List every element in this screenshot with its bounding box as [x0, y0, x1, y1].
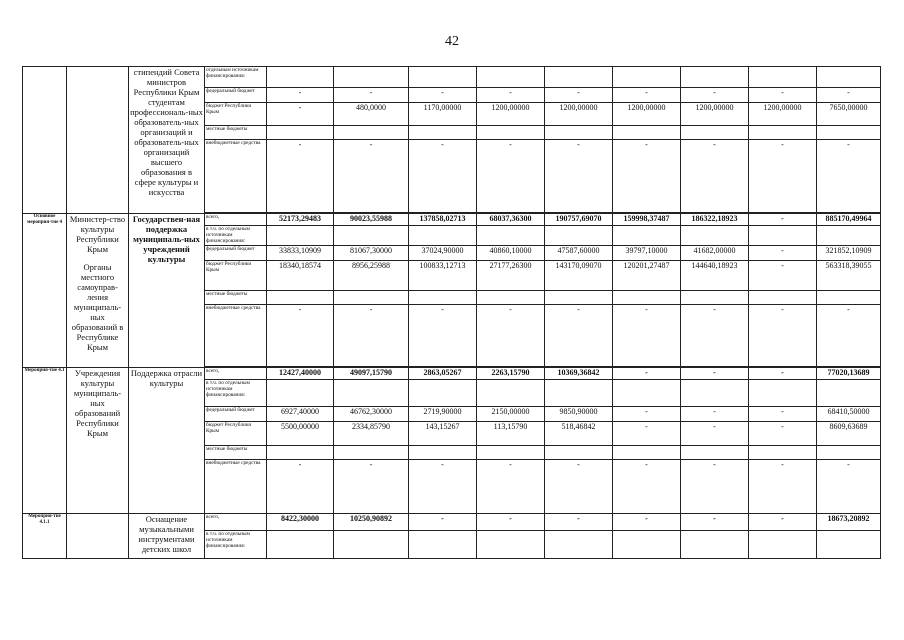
value-cell: 321852,10909: [817, 246, 881, 261]
value-cell: -: [749, 246, 817, 261]
value-cell: -: [681, 140, 749, 213]
value-cell: -: [409, 460, 477, 514]
source-label: всего,: [205, 514, 267, 531]
executor-cell: [67, 67, 129, 214]
executor: Учреждения культуры муниципаль-ных образований Республики Крым: [67, 368, 129, 514]
value-cell: 2263,15790: [477, 368, 545, 380]
value-cell: -: [334, 460, 409, 514]
value-cell: 68037,36300: [477, 214, 545, 226]
value-cell: -: [613, 305, 681, 367]
value-cell: 143,15267: [409, 422, 477, 446]
value-cell: -: [749, 261, 817, 291]
source-label: в т.ч. по отдельным источникам финансирования:: [205, 380, 267, 407]
executor-local-government: Органы местного самоуправ-ления муниципаль-ных образований в Республике Крым: [71, 262, 124, 352]
value-cell: 6927,40000: [267, 407, 334, 422]
value-cell: -: [681, 88, 749, 103]
source-label: местные бюджеты: [205, 291, 267, 305]
value-cell: 90023,55988: [334, 214, 409, 226]
value-cell: -: [334, 140, 409, 213]
value-cell: 563318,39055: [817, 261, 881, 291]
value-cell: -: [545, 88, 613, 103]
executor-cell: [67, 214, 129, 368]
table-row: [23, 214, 881, 226]
value-cell: -: [613, 407, 681, 422]
value-cell: -: [817, 305, 881, 367]
value-cell: 77020,13689: [817, 368, 881, 380]
executor-cell: [67, 514, 129, 559]
value-cell: 10250,90892: [334, 514, 409, 531]
activity-number: Основное мероприя-тие 4: [23, 214, 67, 368]
value-cell: 1200,00000: [477, 103, 545, 126]
value-cell: -: [545, 460, 613, 514]
value-cell: -: [749, 422, 817, 446]
value-cell: -: [409, 514, 477, 531]
value-cell: 186322,18923: [681, 214, 749, 226]
value-cell: -: [334, 305, 409, 367]
value-cell: -: [477, 88, 545, 103]
value-cell: 480,0000: [334, 103, 409, 126]
value-cell: -: [267, 305, 334, 367]
value-cell: 190757,69070: [545, 214, 613, 226]
value-cell: -: [409, 305, 477, 367]
value-cell: 1170,00000: [409, 103, 477, 126]
activity-name: Государствен-ная поддержка муниципаль-ных учреждений культуры: [129, 214, 205, 368]
value-cell: 885170,49964: [817, 214, 881, 226]
value-cell: -: [681, 368, 749, 380]
value-cell: 1200,00000: [545, 103, 613, 126]
value-cell: -: [817, 140, 881, 213]
source-label: федеральный бюджет: [205, 246, 267, 261]
value-cell: 47587,60000: [545, 246, 613, 261]
value-cell: -: [749, 305, 817, 367]
value-cell: 18673,20892: [817, 514, 881, 531]
value-cell: -: [267, 88, 334, 103]
source-label: бюджет Республики Крым: [205, 422, 267, 446]
value-cell: -: [817, 88, 881, 103]
value-cell: -: [477, 305, 545, 367]
value-cell: -: [267, 103, 334, 126]
value-cell: -: [681, 407, 749, 422]
value-cell: -: [749, 88, 817, 103]
table-row: [23, 514, 881, 531]
activity-name: Оснащение музыкальными инструментами детских школ: [129, 514, 205, 559]
value-cell: 518,46842: [545, 422, 613, 446]
source-label: внебюджетные средства: [205, 460, 267, 514]
value-cell: -: [817, 460, 881, 514]
value-cell: 68410,50000: [817, 407, 881, 422]
source-label: всего,: [205, 368, 267, 380]
value-cell: -: [613, 368, 681, 380]
value-cell: 39797,10000: [613, 246, 681, 261]
value-cell: -: [681, 422, 749, 446]
value-cell: 41682,00000: [681, 246, 749, 261]
value-cell: -: [613, 422, 681, 446]
value-cell: 5500,00000: [267, 422, 334, 446]
value-cell: -: [749, 140, 817, 213]
value-cell: 46762,30000: [334, 407, 409, 422]
value-cell: 159998,37487: [613, 214, 681, 226]
source-label: в т.ч. по отдельным источникам финансирования:: [205, 226, 267, 246]
value-cell: -: [749, 214, 817, 226]
value-cell: -: [334, 88, 409, 103]
value-cell: -: [681, 305, 749, 367]
activity-name: Поддержка отрасли культуры: [129, 368, 205, 514]
value-cell: -: [409, 140, 477, 213]
value-cell: -: [681, 460, 749, 514]
value-cell: 9850,90000: [545, 407, 613, 422]
value-cell: 27177,26300: [477, 261, 545, 291]
source-label: федеральный бюджет: [205, 88, 267, 103]
value-cell: -: [749, 460, 817, 514]
source-label: всего,: [205, 214, 267, 226]
value-cell: -: [545, 305, 613, 367]
value-cell: 137858,02713: [409, 214, 477, 226]
value-cell: -: [477, 140, 545, 213]
value-cell: 143170,09070: [545, 261, 613, 291]
value-cell: 49097,15790: [334, 368, 409, 380]
activity-number: Мероприя-тие 4.1: [23, 368, 67, 514]
activity-number-cell: [23, 67, 67, 214]
value-cell: -: [613, 514, 681, 531]
source-label: отдельным источникам финансирования:: [205, 67, 267, 88]
value-cell: -: [613, 460, 681, 514]
value-cell: 10369,36842: [545, 368, 613, 380]
activity-number: Мероприя-тие 4.1.1: [23, 514, 67, 559]
value-cell: -: [749, 514, 817, 531]
value-cell: -: [477, 460, 545, 514]
source-label: в т.ч. по отдельным источникам финансирования:: [205, 531, 267, 559]
source-label: внебюджетные средства: [205, 305, 267, 367]
value-cell: 8422,30000: [267, 514, 334, 531]
value-cell: 2334,85790: [334, 422, 409, 446]
value-cell: 2719,90000: [409, 407, 477, 422]
source-label: местные бюджеты: [205, 446, 267, 460]
budget-table: [22, 66, 881, 559]
executor-ministry: Министер-ство культуры Республики Крым: [69, 214, 126, 254]
value-cell: 1200,00000: [749, 103, 817, 126]
value-cell: -: [613, 140, 681, 213]
value-cell: -: [749, 368, 817, 380]
value-cell: -: [477, 514, 545, 531]
source-label: бюджет Республики Крым: [205, 103, 267, 126]
source-label: бюджет Республики Крым: [205, 261, 267, 291]
value-cell: -: [749, 407, 817, 422]
activity-name: стипендий Совета министров Республики Крым студентам профессиональ-ных образователь-ных организаций и образователь-ных организаций высшего образования в сфере культуры и искусства: [130, 67, 203, 197]
value-cell: -: [613, 88, 681, 103]
source-label: федеральный бюджет: [205, 407, 267, 422]
value-cell: 81067,30000: [334, 246, 409, 261]
table-row: [23, 67, 881, 88]
value-cell: 1200,00000: [613, 103, 681, 126]
value-cell: 2150,00000: [477, 407, 545, 422]
value-cell: 1200,00000: [681, 103, 749, 126]
value-cell: -: [681, 514, 749, 531]
table-row: [23, 368, 881, 380]
value-cell: 33833,10909: [267, 246, 334, 261]
value-cell: 12427,40000: [267, 368, 334, 380]
value-cell: 52173,29483: [267, 214, 334, 226]
value-cell: 120201,27487: [613, 261, 681, 291]
value-cell: 7650,00000: [817, 103, 881, 126]
value-cell: 18340,18574: [267, 261, 334, 291]
value-cell: 144640,18923: [681, 261, 749, 291]
value-cell: -: [267, 460, 334, 514]
value-cell: 100833,12713: [409, 261, 477, 291]
value-cell: 37024,90000: [409, 246, 477, 261]
value-cell: 113,15790: [477, 422, 545, 446]
value-cell: 2863,05267: [409, 368, 477, 380]
value-cell: -: [409, 88, 477, 103]
source-label: местные бюджеты: [205, 126, 267, 140]
value-cell: -: [267, 140, 334, 213]
activity-name-cell: [129, 67, 205, 214]
value-cell: -: [545, 514, 613, 531]
value-cell: 40860,10000: [477, 246, 545, 261]
page-number: 42: [445, 34, 459, 49]
value-cell: 8609,63689: [817, 422, 881, 446]
value-cell: -: [545, 140, 613, 213]
source-label: внебюджетные средства: [205, 140, 267, 213]
value-cell: 8956,25988: [334, 261, 409, 291]
